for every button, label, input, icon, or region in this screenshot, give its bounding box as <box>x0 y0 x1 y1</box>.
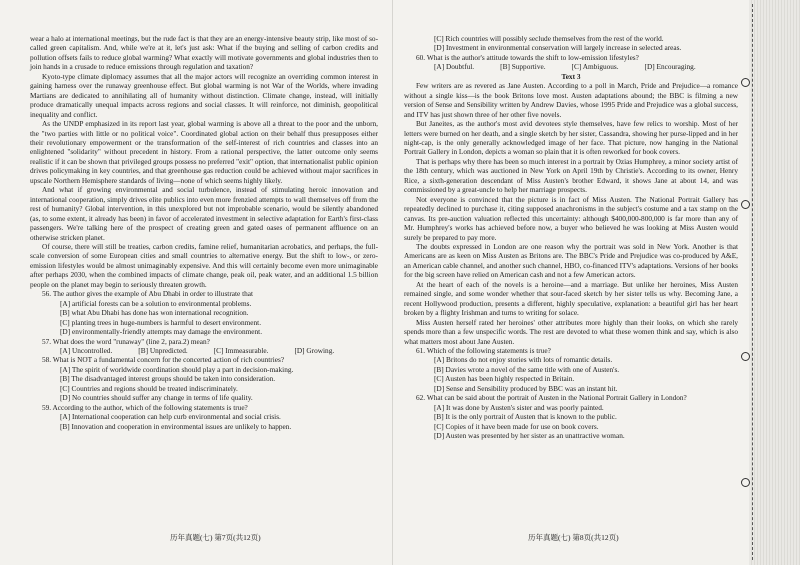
page-footer-right: 历年真题(七) 第8页(共12页) <box>528 533 619 542</box>
option: [A] Uncontrolled. <box>60 345 113 355</box>
paragraph: And what if growing environmental and social turbulence, instead of stimulating heroic innovation and international cooperation, simply drives elite publics into even more frenzied attempts to wall themselves off from the rest of humanity? Global intervention, in this unexplored but not improbable scenario, would be silently abandoned (as, to some extent, it already has been) in favor of accelerated investment in selective adaptation for Earth's first-class passengers. We're talking here of the prospect of creating green and gated oases of permanent affluence on an otherwise stricken planet. <box>30 185 378 242</box>
center-fold-line <box>392 0 393 565</box>
paragraph: The doubts expressed in London are one reason why the portrait was sold in New York. Another is that Americans are as keen on Miss Austen as Britons are. The BBC's Pride and Prejudice was co-produced by A&E, an American cable channel, and another such channel, HBO, co-financed ITV's adaptations. Versions of her books for the big screen have relied on American cash and not a few American actors. <box>404 241 738 280</box>
option: [C] Rich countries will possibly seclude themselves from the rest of the world. <box>434 34 664 43</box>
option: [D] Growing. <box>294 345 335 355</box>
question-59: 59. According to the author, which of the following statements is true? <box>42 402 248 412</box>
option: [A] It was done by Austen's sister and was poorly painted. <box>434 402 604 412</box>
option: [B] It is the only portrait of Austen that is known to the public. <box>434 412 617 422</box>
question-58: 58. What is NOT a fundamental concern for the concerted action of rich countries? <box>42 355 285 365</box>
option: [B] Unpredicted. <box>138 345 188 355</box>
left-column <box>30 34 378 431</box>
paragraph: Not everyone is convinced that the picture is in fact of Miss Austen. The National Portrait Gallery has repeatedly declined to purchase it, citing supposed anachronisms in the subject's costume and a tax stamp on the canvas. Its pre-auction valuation reflected this uncertainty: although $400,000-800,000 is far more than any of Mr. Humphrey's works has achieved before now, a buyer who believed he was looking at Miss Austen would surely be prepared to pay more. <box>404 194 738 242</box>
punch-hole-icon <box>741 352 750 361</box>
option: [C] Countries and regions should be treated indiscriminately. <box>60 383 238 393</box>
question-57: 57. What does the word "runaway" (line 2, para.2) mean? <box>42 336 210 346</box>
option: [A] International cooperation can help curb environmental and social crisis. <box>60 412 281 422</box>
option: [C] Austen has been highly respected in Britain. <box>434 374 575 384</box>
option: [B] Supportive. <box>500 62 546 72</box>
paragraph: As the UNDP emphasized in its report last year, global warming is above all a threat to the poor and the unborn, the "two parties with little or no political voice". Coordinated global action on their behalf thus presupposes either their revolutionary empowerment or the transformation of the self-interest of rich countries and classes into an enlightened "solidarity" without precedent in history. From a rational perspective, the latter outcome only seems realistic if it can be shown that privileged groups possess no preferred "exit" option, that internationalist public opinion drives policymaking in key countries, and that greenhouse gas reduction could be achieved without major sacrifices in upscale Northern Hemisphere standards of living—none of which seems highly likely. <box>30 119 378 185</box>
punch-hole-icon <box>741 200 750 209</box>
options-row <box>404 62 738 71</box>
paragraph: That is perhaps why there has been so much interest in a portrait by Ozias Humphrey, a minor society artist of the 18th century, which was auctioned in New York on April 19th by Christie's. According to its owner, Henry Rice, a sixth-generation descendant of Miss Austen's brother Edward, it shows Jane at about 14, and was commissioned by a great-uncle to help her marriage prospects. <box>404 156 738 195</box>
binding-margin <box>749 0 800 565</box>
option: [D] Investment in environmental conservation will largely increase in selected areas. <box>434 43 682 53</box>
page-footer-left: 历年真题(七) 第7页(共12页) <box>170 533 261 542</box>
paragraph: But Janeites, as the author's most avid devotees style themselves, have few relics to worship. Most of her letters were burned on her death, and a single sketch by her sister, Cassandra, showing her purse-lipped and in her night-cap, is the only generally acknowledged image of her face. That picture, now hanging in the National Portrait Gallery in London, depicts a woman so plain that it is often reworked for book covers. <box>404 119 738 157</box>
options-row <box>30 346 378 355</box>
option: [D] Austen was presented by her sister as an unattractive woman. <box>434 431 625 441</box>
option: [A] artificial forests can be a solution to environmental problems. <box>60 298 252 308</box>
option: [A] The spirit of worldwide coordination should play a part in decision-making. <box>60 364 294 374</box>
intro-paragraph: wear a halo at international meetings, but the rude fact is that they are an energy-intensive beauty strip, like most of so-called green capitalism. And, while we're at it, let's just ask: What if the buying and selling of carbon credits and pollution offsets fails to reduce global warming? What exactly will motivate governments and global industries then to join hands in a crusade to reduce emissions through regulation and taxation? <box>30 34 378 72</box>
option: [D] environmentally-friendly attempts may damage the environment. <box>60 327 263 337</box>
paragraph: Miss Austen herself rated her heroines' other attributes more highly than their looks, on which she rarely spends more than a few unspecific words. The rest are devoted to what these women think and say, which is also what matters most about Jane Austen. <box>404 317 738 346</box>
option: [C] planting trees in huge-numbers is harmful to desert environment. <box>60 317 262 327</box>
option: [B] Davies wrote a novel of the same title with one of Austen's. <box>434 364 620 374</box>
option: [B] The disadvantaged interest groups should be taken into consideration. <box>60 374 276 384</box>
option: [A] Britons do not enjoy stories with lots of romantic details. <box>434 355 613 365</box>
option: [C] Copies of it have been made for use on book covers. <box>434 421 599 431</box>
question-56: 56. The author gives the example of Abu Dhabi in order to illustrate that <box>42 289 254 299</box>
paragraph: Few writers are as revered as Jane Austen. According to a poll in March, Pride and Prejudice—a romance without a single kiss—is the book Britons love most. Austen adaptations abound; the BBC is filming a new version of Sense and Sensibility written by Andrew Davies, whose 1995 Pride and Prejudice was a global success, and ITV has just shown three of her other five novels. <box>404 81 738 119</box>
paragraph: At the heart of each of the novels is a heroine—and a marriage. But unlike her heroines, Miss Austen remained single, and some wonder whether that sour-faced sketch by her sister tells us why. Becoming Jane, a recent Hollywood production, presents a different, highly speculative, explanation: a beautiful girl has her heart broken by a flighty Irishman and turns to writing for solace. <box>404 279 738 318</box>
question-62: 62. What can be said about the portrait of Austen in the National Portrait Gallery in London? <box>416 393 687 403</box>
option: [C] Immeasurable. <box>213 345 269 355</box>
question-61: 61. Which of the following statements is true? <box>416 345 551 355</box>
option: [C] Ambiguous. <box>571 62 619 72</box>
punch-hole-icon <box>741 478 750 487</box>
paragraph: Of course, there will still be treaties, carbon credits, famine relief, humanitarian acrobatics, and perhaps, the full-scale conversion of some European cities and small countries to alternative energy. But the shift to low-, or zero-emission lifestyles would be almost unimaginably expensive. And this will certainly become even more unimaginable after perhaps 2030, when the combined impacts of climate change, peak oil, peak water, and an additional 1.5 billion people on the planet may begin to seriously threaten growth. <box>30 241 378 289</box>
punch-hole-icon <box>741 78 750 87</box>
section-heading-text3: Text 3 <box>561 71 581 81</box>
option: [D] Sense and Sensibility produced by BBC was an instant hit. <box>434 383 618 393</box>
option: [B] Innovation and cooperation in environmental issues are unlikely to happen. <box>60 421 292 431</box>
option: [D] No countries should suffer any change in terms of life quality. <box>60 393 253 403</box>
binding-dashed-line <box>752 4 753 560</box>
paragraph: Kyoto-type climate diplomacy assumes that all the major actors will recognize an overriding common interest in gaining harness over the runaway greenhouse effect. But global warming is not War of the Worlds, where invading Martians are dedicated to annihilating all of humanity without distinction. Climate change, instead, will initially produce dramatically unequal impacts across regions and social classes. It will reinforce, not diminish, geopolitical inequality and conflict. <box>30 71 378 119</box>
right-column <box>404 34 738 440</box>
option: [A] Doubtful. <box>434 62 475 72</box>
question-60: 60. What is the author's attitude towards the shift to low-emission lifestyles? <box>416 52 639 62</box>
option: [D] Encouraging. <box>644 62 696 72</box>
option: [B] what Abu Dhabi has done has won international recognition. <box>60 308 249 318</box>
